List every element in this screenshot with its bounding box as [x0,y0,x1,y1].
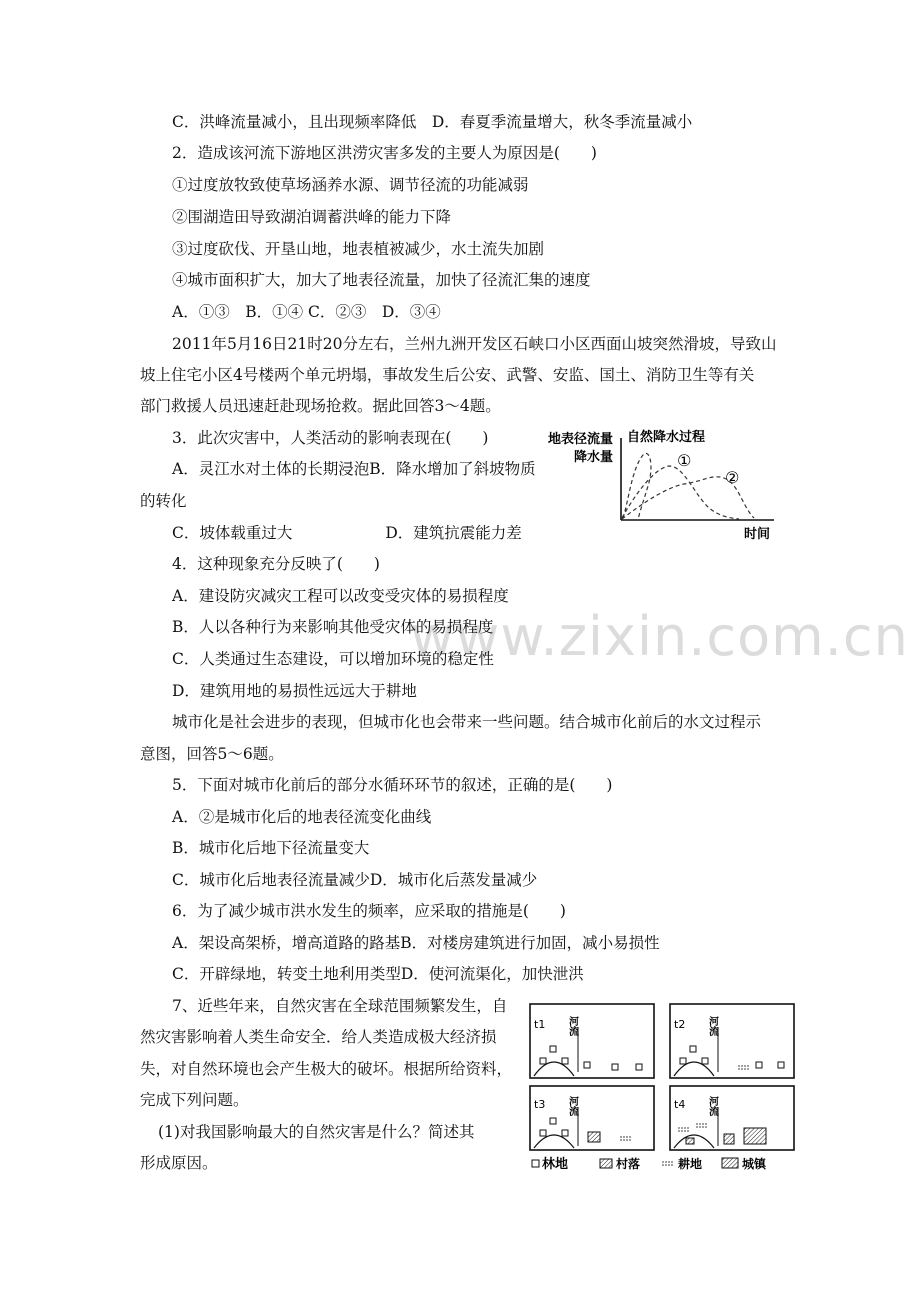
text-line: C．开辟绿地，转变土地利用类型D．使河流渠化，加快泄洪 [172,965,584,983]
land-use-figure [528,1002,808,1180]
text-line: A．灵江水对土体的长期浸泡B．降水增加了斜坡物质 [172,460,536,478]
text-line: 5．下面对城市化前后的部分水循环环节的叙述，正确的是( ) [172,776,613,794]
text-line: C．人类通过生态建设，可以增加环境的稳定性 [172,650,494,668]
text-line: 的转化 [140,492,187,510]
hydrograph-figure [544,426,784,548]
legend-village: 村落 [616,1157,641,1171]
text-line: 完成下列问题。 [140,1091,249,1109]
panel-t2-label: t2 [674,1018,686,1031]
text-line: ②围湖造田导致湖泊调蓄洪峰的能力下降 [172,208,452,226]
text-line: C．坡体载重过大 D．建筑抗震能力差 [172,524,522,542]
text-line: 失，对自然环境也会产生极大的破坏。根据所给资料， [140,1060,513,1078]
text-line: A．建设防灾减灾工程可以改变受灾体的易损程度 [172,587,509,605]
runoff-curve-1 [622,466,739,519]
watermark: www.zixin.com.cn [410,605,909,668]
curve-2-label: ② [725,468,740,487]
legend-town: 城镇 [742,1157,767,1171]
text-line: A．架设高架桥，增高道路的路基B．对楼房建筑进行加固，减小易损性 [172,934,660,952]
hydro-xlabel: 时间 [744,527,771,542]
text-line: 3．此次灾害中，人类活动的影响表现在( ) [172,429,489,447]
text-line: 6．为了减少城市洪水发生的频率，应采取的措施是( ) [172,902,566,920]
text-line: A．②是城市化后的地表径流变化曲线 [172,808,432,826]
panel-t4 [670,1086,794,1150]
text-line: A．①③ B．①④ C．②③ D．③④ [172,303,441,321]
text-line: 然灾害影响着人类生命安全．给人类造成极大经济损 [140,1028,497,1046]
text-line: 城市化是社会进步的表现，但城市化也会带来一些问题。结合城市化前后的水文过程示 [172,713,762,731]
text-line: 部门救援人员迅速赶赴现场抢救。据此回答3～4题。 [140,397,501,415]
hydro-ylabel-2: 降水量 [574,450,614,465]
text-line: 坡上住宅小区4号楼两个单元坍塌，事故发生后公安、武警、安监、国土、消防卫生等有关 [140,366,755,384]
panel-t2 [670,1004,794,1078]
panel-t4-label: t4 [674,1098,686,1111]
text-line: 意图，回答5～6题。 [140,745,284,763]
river-label: 河流 [566,1016,578,1036]
panel-t3 [530,1086,654,1150]
text-line: ①过度放牧致使草场涵养水源、调节径流的功能减弱 [172,176,529,194]
legend-farmland: 耕地 [678,1157,703,1171]
text-line: ③过度砍伐、开垦山地，地表植被减少，水土流失加剧 [172,240,545,258]
legend-forest: 林地 [542,1157,569,1172]
curve-1-label: ① [677,451,692,470]
text-line: C．城市化后地表径流量减少D．城市化后蒸发量减少 [172,871,538,889]
panel-t1 [530,1004,654,1078]
text-line: D．建筑用地的易损性远远大于耕地 [172,682,417,700]
text-line: 2．造成该河流下游地区洪涝灾害多发的主要人为原因是( ) [172,144,597,162]
text-line: C．洪峰流量减小，且出现频率降低 D．春夏季流量增大，秋冬季流量减小 [172,113,693,131]
text-line: ④城市面积扩大，加大了地表径流量，加快了径流汇集的速度 [172,271,591,289]
text-line: B．城市化后地下径流量变大 [172,839,370,857]
river-label: 河流 [706,1016,718,1036]
hydro-title: 自然降水过程 [627,430,706,445]
text-line: 2011年5月16日21时20分左右，兰州九洲开发区石峡口小区西面山坡突然滑坡，导致山 [172,335,777,353]
river-label: 河流 [706,1096,718,1116]
legend [532,1156,767,1172]
hydro-ylabel-1: 地表径流量 [548,432,614,447]
panel-t3-label: t3 [534,1098,546,1111]
text-line: 4．这种现象充分反映了( ) [172,555,380,573]
text-line: (1)对我国影响最大的自然灾害是什么？简述其 [158,1123,475,1141]
river-label: 河流 [566,1096,578,1116]
text-line: 形成原因。 [140,1154,218,1172]
text-line: 7、近些年来，自然灾害在全球范围频繁发生，自 [172,997,508,1015]
panel-t1-label: t1 [534,1018,546,1031]
text-line: B．人以各种行为来影响其他受灾体的易损程度 [172,618,494,636]
